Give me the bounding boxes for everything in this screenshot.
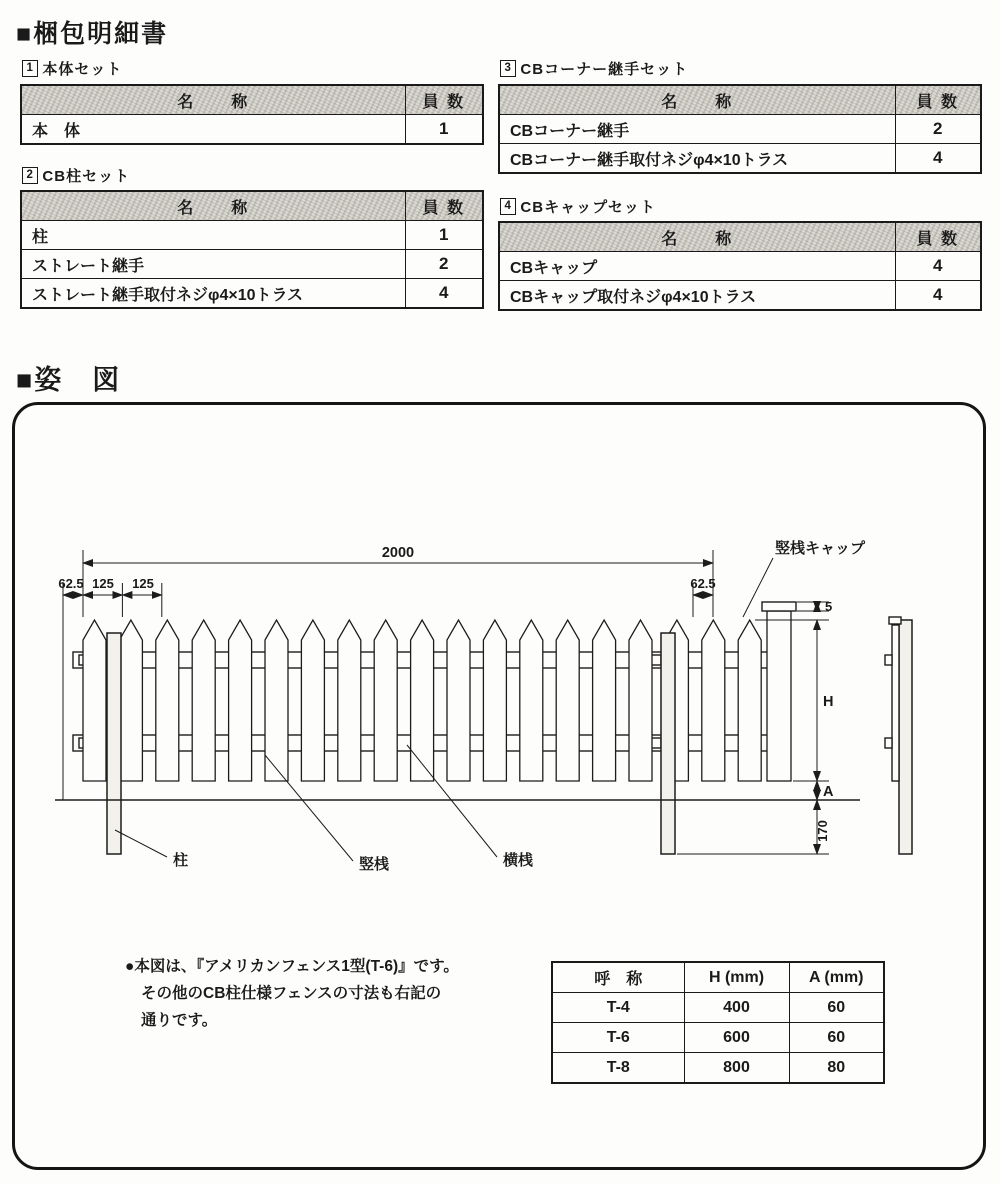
item-qty: 4 bbox=[895, 144, 981, 174]
fence-picket bbox=[192, 620, 215, 781]
fence-picket bbox=[629, 620, 652, 781]
dim-gap: A bbox=[823, 784, 834, 800]
fence-picket bbox=[447, 620, 470, 781]
fence-picket bbox=[229, 620, 252, 781]
size-table-row bbox=[552, 1023, 884, 1053]
table-row bbox=[499, 115, 981, 144]
section-title-cb-cap-set bbox=[500, 196, 656, 217]
table-header-row bbox=[21, 191, 483, 221]
size-col-a: A (mm) bbox=[789, 962, 884, 993]
section-title-cb-corner-set bbox=[500, 58, 688, 79]
col-header-qty: 員 数 bbox=[405, 191, 483, 221]
dim-pitch-a: 125 bbox=[92, 576, 114, 591]
table-row bbox=[499, 281, 981, 311]
table-row bbox=[21, 250, 483, 279]
leader-post bbox=[115, 830, 167, 857]
label-horizontal-rail: 横桟 bbox=[503, 852, 534, 869]
fence-picket bbox=[593, 620, 616, 781]
fence-picket bbox=[119, 620, 142, 781]
table-cb-post-set bbox=[20, 190, 484, 309]
figure-note bbox=[125, 953, 555, 1034]
size-col-h: H (mm) bbox=[684, 962, 789, 993]
side-view-cap bbox=[889, 617, 901, 624]
item-qty: 4 bbox=[895, 281, 981, 311]
label-post: 柱 bbox=[173, 852, 189, 869]
table-row bbox=[21, 115, 483, 145]
packing-list-heading: ■梱包明細書 bbox=[16, 20, 169, 48]
size-designation: T-4 bbox=[552, 993, 684, 1023]
fence-picket bbox=[702, 620, 725, 781]
col-header-qty: 員 数 bbox=[895, 222, 981, 252]
section-number-2: 2 bbox=[22, 167, 38, 184]
side-view-post bbox=[899, 620, 912, 854]
size-designation: T-6 bbox=[552, 1023, 684, 1053]
item-qty: 2 bbox=[405, 250, 483, 279]
item-qty: 2 bbox=[895, 115, 981, 144]
size-table bbox=[551, 961, 885, 1084]
fence-post-left bbox=[107, 633, 121, 854]
item-name: CBコーナー継手 bbox=[499, 115, 895, 144]
section-number-3: 3 bbox=[500, 60, 516, 77]
item-name: ストレート継手 bbox=[21, 250, 405, 279]
size-col-designation: 呼 称 bbox=[552, 962, 684, 993]
item-qty: 1 bbox=[405, 115, 483, 145]
fence-picket bbox=[83, 620, 106, 781]
table-header-row bbox=[499, 85, 981, 115]
dim-2000: 2000 bbox=[381, 545, 415, 561]
col-header-name: 名 称 bbox=[499, 222, 895, 252]
figure-frame bbox=[12, 402, 986, 1170]
col-header-name: 名 称 bbox=[21, 191, 405, 221]
figure-heading: ■姿 図 bbox=[16, 365, 122, 395]
item-name: 本 体 bbox=[21, 115, 405, 145]
fence-picket bbox=[411, 620, 434, 781]
picket-group bbox=[83, 620, 761, 781]
dim-height: H bbox=[823, 694, 834, 710]
item-name: CBコーナー継手取付ネジφ4×10トラス bbox=[499, 144, 895, 174]
section-number-4: 4 bbox=[500, 198, 516, 215]
dim-left-offset: 62.5 bbox=[58, 576, 84, 591]
size-table-row bbox=[552, 1053, 884, 1084]
fence-picket bbox=[265, 620, 288, 781]
item-name: CBキャップ bbox=[499, 252, 895, 281]
table-row bbox=[499, 252, 981, 281]
fence-picket bbox=[374, 620, 397, 781]
size-h-value: 800 bbox=[684, 1053, 789, 1084]
section-name-4: CBキャップセット bbox=[520, 199, 656, 216]
side-view-panel bbox=[892, 625, 899, 781]
item-name: ストレート継手取付ネジφ4×10トラス bbox=[21, 279, 405, 309]
table-row bbox=[499, 144, 981, 174]
dim-pitch-b: 125 bbox=[132, 576, 154, 591]
col-header-name: 名 称 bbox=[499, 85, 895, 115]
table-cb-corner-set bbox=[498, 84, 982, 174]
section-name-3: CBコーナー継手セット bbox=[520, 61, 689, 78]
section-name-2: CB柱セット bbox=[42, 168, 131, 185]
size-a-value: 80 bbox=[789, 1053, 884, 1084]
size-a-value: 60 bbox=[789, 993, 884, 1023]
table-body-set bbox=[20, 84, 484, 145]
note-line-1: ●本図は、『アメリカンフェンス1型(T-6)』です。 bbox=[125, 958, 459, 975]
size-h-value: 600 bbox=[684, 1023, 789, 1053]
picket-cap bbox=[762, 602, 796, 611]
col-header-qty: 員 数 bbox=[405, 85, 483, 115]
side-view-rail bbox=[885, 655, 892, 665]
dim-right-offset: 62.5 bbox=[690, 576, 716, 591]
section-name-1: 本体セット bbox=[42, 61, 123, 78]
fence-picket bbox=[738, 620, 761, 781]
size-table-header-row bbox=[552, 962, 884, 993]
size-table-row bbox=[552, 993, 884, 1023]
item-qty: 1 bbox=[405, 221, 483, 250]
section-title-body-set bbox=[22, 58, 122, 79]
fence-picket bbox=[301, 620, 324, 781]
section-number-1: 1 bbox=[22, 60, 38, 77]
item-qty: 4 bbox=[405, 279, 483, 309]
side-view-rail bbox=[885, 738, 892, 748]
size-h-value: 400 bbox=[684, 993, 789, 1023]
table-header-row bbox=[21, 85, 483, 115]
fence-picket bbox=[520, 620, 543, 781]
item-name: 柱 bbox=[21, 221, 405, 250]
section-title-cb-post-set bbox=[22, 165, 130, 186]
dim-cap-height: 5 bbox=[825, 599, 833, 614]
table-cb-cap-set bbox=[498, 221, 982, 311]
fence-post-right bbox=[661, 633, 675, 854]
col-header-name: 名 称 bbox=[21, 85, 405, 115]
item-name: CBキャップ取付ネジφ4×10トラス bbox=[499, 281, 895, 311]
item-qty: 4 bbox=[895, 252, 981, 281]
label-vertical-rail: 竪桟 bbox=[359, 856, 390, 873]
fence-picket bbox=[556, 620, 579, 781]
label-cap: 竪桟キャップ bbox=[775, 540, 866, 557]
end-picket bbox=[767, 611, 791, 781]
fence-picket bbox=[483, 620, 506, 781]
size-designation: T-8 bbox=[552, 1053, 684, 1084]
table-header-row bbox=[499, 222, 981, 252]
dim-embed: 170 bbox=[815, 820, 830, 842]
col-header-qty: 員 数 bbox=[895, 85, 981, 115]
table-row bbox=[21, 279, 483, 309]
table-row bbox=[21, 221, 483, 250]
size-a-value: 60 bbox=[789, 1023, 884, 1053]
fence-picket bbox=[156, 620, 179, 781]
fence-picket bbox=[338, 620, 361, 781]
note-line-3: 通りです。 bbox=[141, 1012, 218, 1029]
note-line-2: その他のCB柱仕様フェンスの寸法も右記の bbox=[141, 985, 442, 1002]
